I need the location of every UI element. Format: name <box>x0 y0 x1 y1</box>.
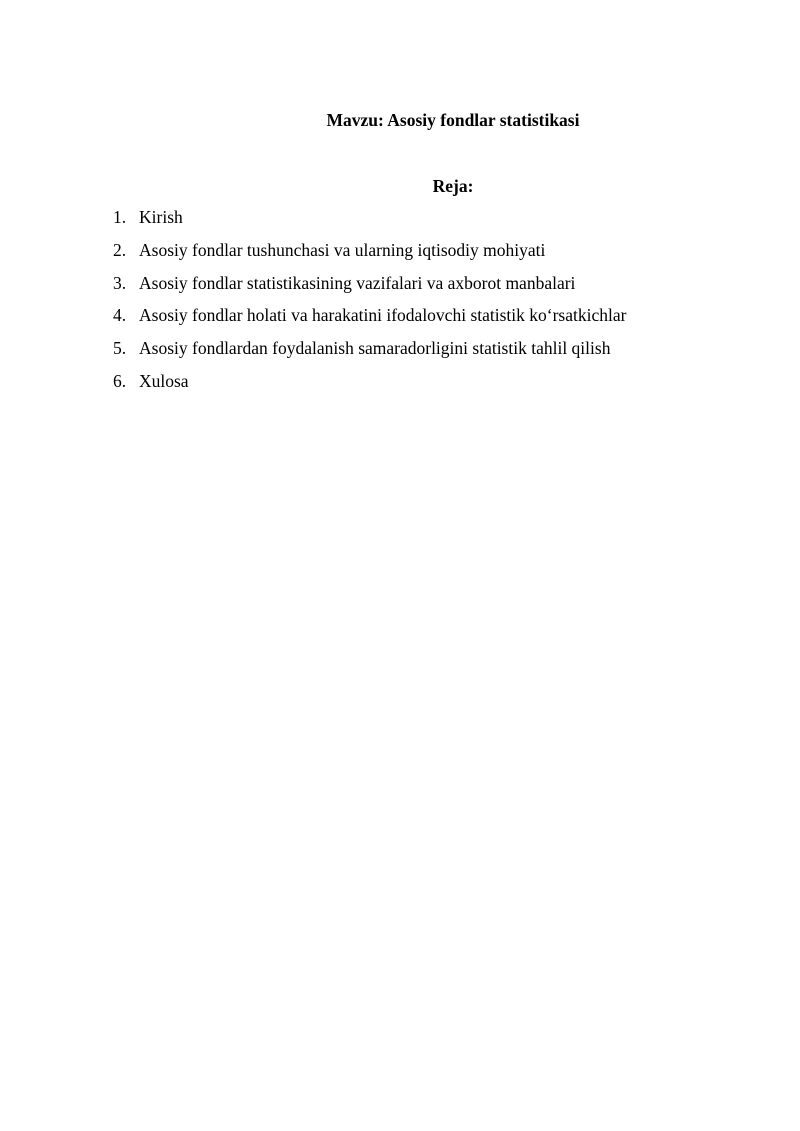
plan-item-number: 3. <box>113 272 127 293</box>
plan-item-4 <box>113 303 626 336</box>
plan-item-text: Asosiy fondlardan foydalanish samaradorligini statistik tahlil qilish <box>139 338 611 359</box>
plan-item-number: 1. <box>113 207 127 227</box>
plan-item-number: 5. <box>113 338 127 359</box>
plan-item-number: 6. <box>113 370 127 391</box>
plan-item-3 <box>113 271 626 304</box>
plan-item-5 <box>113 336 626 369</box>
plan-item-1 <box>113 205 626 238</box>
plan-item-text: Asosiy fondlar holati va harakatini ifodalovchi statistik ko‘rsatkichlar <box>139 305 627 326</box>
plan-item-text: Xulosa <box>139 370 189 391</box>
plan-heading: Reja: <box>432 176 474 196</box>
plan-item-number: 4. <box>113 305 127 326</box>
plan-item-2 <box>113 238 626 271</box>
plan-item-6 <box>113 369 626 402</box>
document-title: Mavzu: Asosiy fondlar statistikasi <box>326 110 580 130</box>
plan-item-number: 2. <box>113 239 127 260</box>
plan-item-text: Asosiy fondlar statistikasining vazifalari va axborot manbalari <box>139 272 576 293</box>
plan-item-text: Asosiy fondlar tushunchasi va ularning iqtisodiy mohiyati <box>139 239 546 260</box>
plan-item-text: Kirish <box>139 207 183 227</box>
plan-list <box>113 205 626 402</box>
